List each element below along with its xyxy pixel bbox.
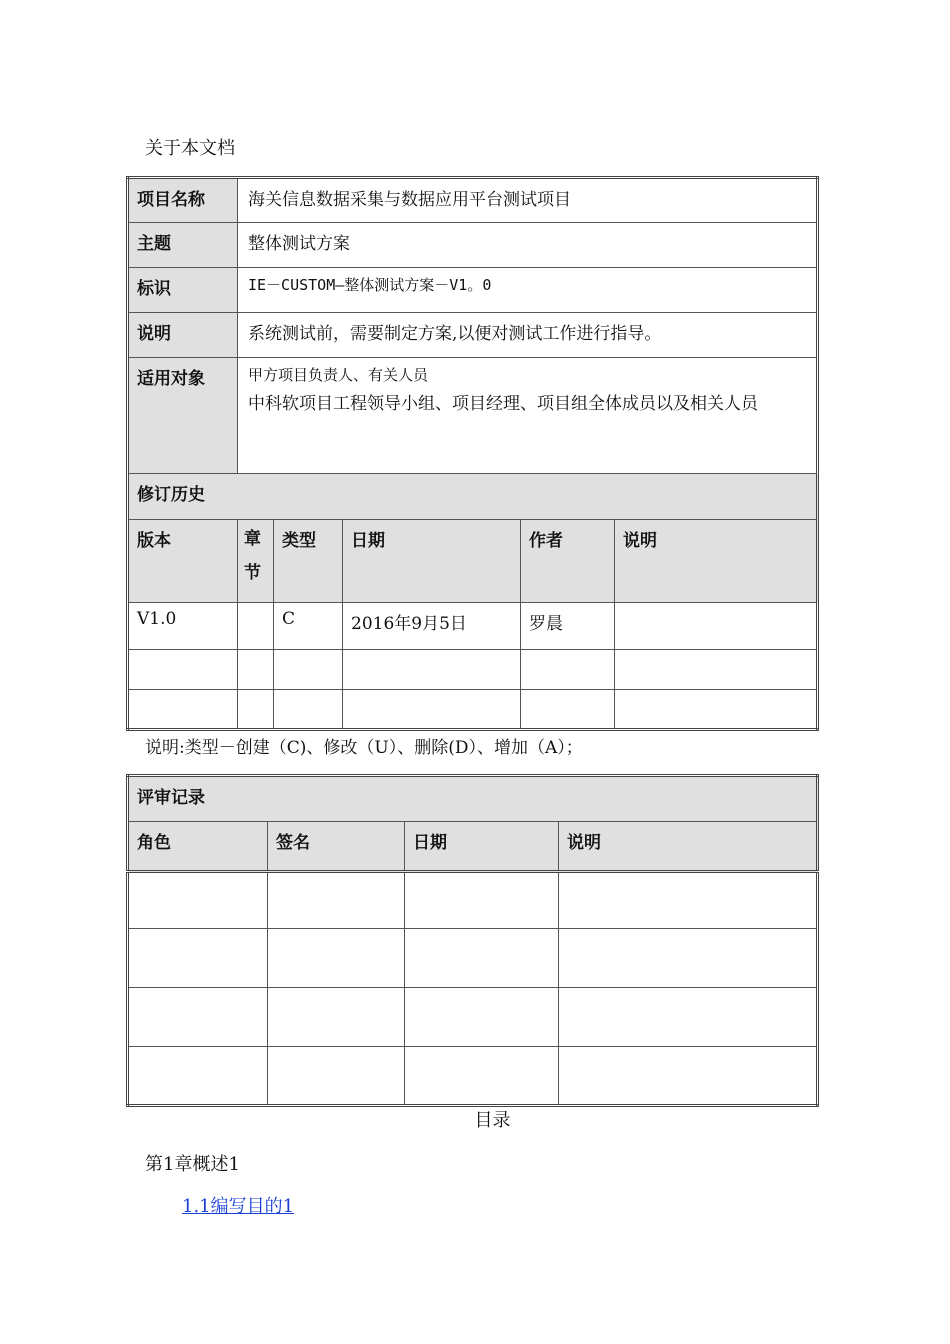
- history-cell-type: [274, 690, 343, 730]
- table-row: [128, 603, 818, 650]
- history-header-note: 说明: [615, 520, 818, 603]
- history-cell-date: 2016年9月5日: [343, 603, 521, 650]
- history-cell-version: [128, 690, 238, 730]
- table-row: [128, 1047, 818, 1106]
- history-header-date: 日期: [343, 520, 521, 603]
- history-cell-chapter: [238, 690, 274, 730]
- description-label: 说明: [128, 313, 238, 358]
- type-legend-note: 说明:类型－创建（C)、修改（U）、删除(D）、增加（A）；: [145, 738, 583, 758]
- review-cell: [559, 872, 818, 929]
- toc-link-section-1-1[interactable]: 1.1编写目的1: [182, 1196, 295, 1217]
- project-name-label: 项目名称: [128, 178, 238, 223]
- identifier-value: IE－CUSTOM—整体测试方案－V1。0: [238, 268, 818, 313]
- review-record-table: [126, 774, 819, 1107]
- review-header-sign: 签名: [268, 822, 405, 872]
- history-cell-note: [615, 603, 818, 650]
- document-info-table: [126, 176, 819, 731]
- toc-chapter-1[interactable]: 第1章概述1: [145, 1154, 240, 1175]
- history-cell-note: [615, 650, 818, 690]
- table-row: [128, 929, 818, 988]
- review-cell: [559, 1047, 818, 1106]
- review-cell: [405, 929, 559, 988]
- review-cell: [268, 1047, 405, 1106]
- description-value: 系统测试前，需要制定方案,以便对测试工作进行指导。: [238, 313, 818, 358]
- revision-history-title: 修订历史: [128, 474, 818, 520]
- review-cell: [128, 929, 268, 988]
- history-header-chapter: 章节: [238, 520, 274, 603]
- audience-label: 适用对象: [128, 358, 238, 474]
- history-cell-note: [615, 690, 818, 730]
- subject-label: 主题: [128, 223, 238, 268]
- review-cell: [268, 929, 405, 988]
- review-header-date: 日期: [405, 822, 559, 872]
- history-header-version: 版本: [128, 520, 238, 603]
- review-cell: [559, 988, 818, 1047]
- audience-line-1: 甲方项目负责人、有关人员: [248, 366, 429, 384]
- identifier-label: 标识: [128, 268, 238, 313]
- audience-value: [238, 358, 818, 474]
- history-header-author: 作者: [521, 520, 615, 603]
- table-row: [128, 872, 818, 929]
- toc-title: 目录: [474, 1110, 511, 1131]
- history-cell-date: [343, 650, 521, 690]
- audience-line-2: 中科软项目工程领导小组、项目经理、项目组全体成员以及相关人员: [248, 394, 758, 414]
- history-cell-version: V1.0: [128, 603, 238, 650]
- history-cell-version: [128, 650, 238, 690]
- review-cell: [268, 988, 405, 1047]
- review-cell: [405, 1047, 559, 1106]
- review-cell: [128, 988, 268, 1047]
- history-cell-author: [521, 650, 615, 690]
- history-cell-author: [521, 690, 615, 730]
- review-header-note: 说明: [559, 822, 818, 872]
- review-cell: [268, 872, 405, 929]
- review-cell: [559, 929, 818, 988]
- table-row: [128, 650, 818, 690]
- history-cell-chapter: [238, 603, 274, 650]
- history-cell-type: [274, 650, 343, 690]
- history-cell-type: C: [274, 603, 343, 650]
- history-header-type: 类型: [274, 520, 343, 603]
- table-row: [128, 988, 818, 1047]
- history-cell-chapter: [238, 650, 274, 690]
- review-record-title: 评审记录: [128, 776, 818, 822]
- history-cell-date: [343, 690, 521, 730]
- review-cell: [128, 1047, 268, 1106]
- review-cell: [128, 872, 268, 929]
- subject-value: 整体测试方案: [238, 223, 818, 268]
- history-cell-author: 罗晨: [521, 603, 615, 650]
- review-header-role: 角色: [128, 822, 268, 872]
- project-name-value: 海关信息数据采集与数据应用平台测试项目: [238, 178, 818, 223]
- review-cell: [405, 988, 559, 1047]
- review-cell: [405, 872, 559, 929]
- table-row: [128, 690, 818, 730]
- doc-heading: 关于本文档: [145, 138, 235, 159]
